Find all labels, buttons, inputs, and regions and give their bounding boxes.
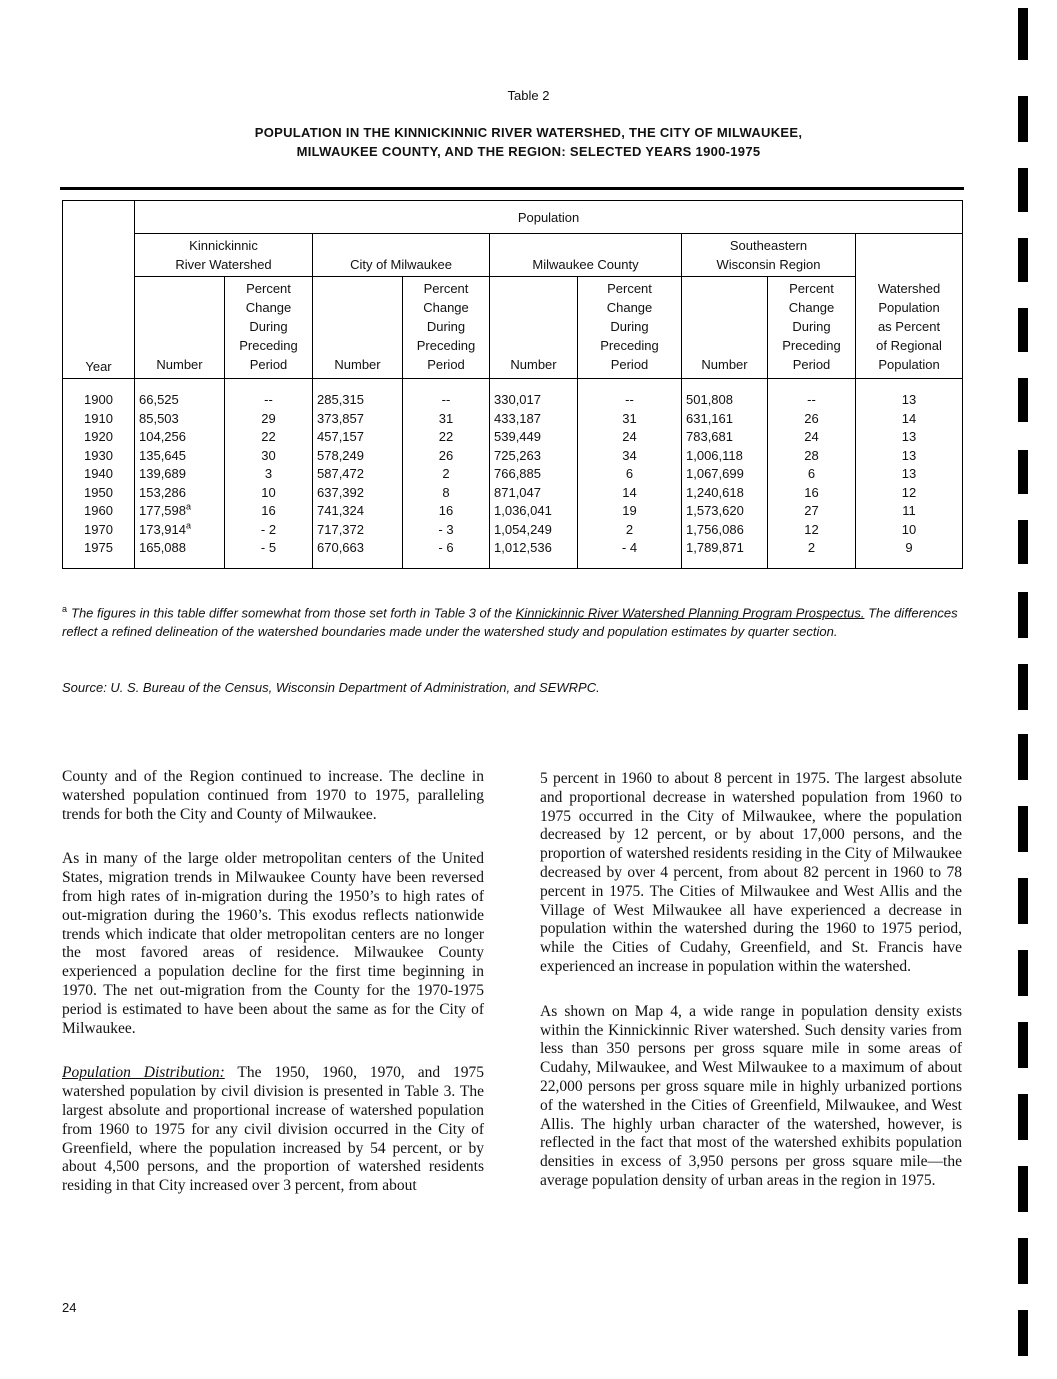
city-percent-change: 26: [403, 447, 490, 466]
group-line1: Southeastern: [729, 238, 808, 253]
header-line: Change: [788, 300, 835, 315]
region-percent-change: 2: [768, 539, 856, 568]
percent-change-header: [403, 277, 490, 379]
page-number: 24: [62, 1300, 77, 1315]
left-column: [62, 768, 484, 1222]
table-row: [63, 539, 963, 568]
table-row: [63, 521, 963, 540]
watershed-share: 13: [856, 428, 963, 447]
city-number: 578,249: [313, 447, 403, 466]
year-header: Year: [85, 359, 112, 374]
county-number: 871,047: [490, 484, 578, 503]
region-percent-change: 6: [768, 465, 856, 484]
region-number: 1,240,618: [682, 484, 768, 503]
city-number: 457,157: [313, 428, 403, 447]
header-line: Population: [878, 357, 940, 372]
header-line: Watershed: [877, 281, 941, 296]
region-number: 1,789,871: [682, 539, 768, 568]
county-number: 1,054,249: [490, 521, 578, 540]
header-line: Percent: [607, 281, 652, 296]
table-number: Table 2: [507, 88, 550, 103]
paragraph: As in many of the large older metropolitan centers of the United States, migration trends in Milwaukee County have been reversed from high rates of in-migration during the 1950’s to high rates of out-migration during the 1960’s. This exodus reflects nationwide trends which indicate that older metropolitan centers are no longer the most favored areas of residence. Milwaukee County experienced a population decline for the first time beginning in 1970. The net out-migration from the County for the 1970-1975 period is estimated to have been about the same as for the City of Milwaukee.: [62, 850, 484, 1037]
number-header: Number: [490, 277, 578, 379]
percent-change-header: [578, 277, 682, 379]
city-percent-change: 22: [403, 428, 490, 447]
watershed-percent-change: - 5: [225, 539, 313, 568]
row-year: 1970: [63, 521, 135, 540]
watershed-number: 165,088: [135, 539, 225, 568]
header-line: as Percent: [877, 319, 941, 334]
region-percent-change: 28: [768, 447, 856, 466]
county-percent-change: 24: [578, 428, 682, 447]
number-header: Number: [135, 277, 225, 379]
population-table: [62, 200, 963, 569]
county-number: 433,187: [490, 410, 578, 429]
city-number: 741,324: [313, 502, 403, 521]
row-year: 1920: [63, 428, 135, 447]
header-line: Percent: [246, 281, 291, 296]
table-row: [63, 428, 963, 447]
table-title-line1: POPULATION IN THE KINNICKINNIC RIVER WATERSHED, THE CITY OF MILWAUKEE,: [254, 125, 803, 140]
region-number: 1,067,699: [682, 465, 768, 484]
table-row: [63, 379, 963, 410]
watershed-percent-change: 3: [225, 465, 313, 484]
header-line: Percent: [789, 281, 834, 296]
population-header: Population: [135, 201, 963, 234]
region-percent-change: 26: [768, 410, 856, 429]
value: 177,598: [139, 503, 186, 518]
year-header-cell: [63, 201, 135, 379]
footnote-reference: Kinnickinnic River Watershed Planning Program Prospectus.: [515, 605, 865, 621]
region-percent-change: 24: [768, 428, 856, 447]
header-line: Period: [427, 357, 465, 372]
page-edge-marks: [1018, 0, 1030, 1379]
city-percent-change: --: [403, 379, 490, 410]
paragraph: 5 percent in 1960 to about 8 percent in 1975. The largest absolute and proportional decrease in watershed population from 1960 to 1975 occurred in the City of Milwaukee, where the population decreased by 12 percent, or by about 17,000 persons, and the proportion of watershed residents residing in the City of Milwaukee decreased by over 4 percent, from about 82 percent in 1960 to 78 percent in 1975. The Cities of Milwaukee and West Allis and the Village of West Milwaukee all have experienced a decrease in population within the watershed during the 1960 to 1975 period, while the Cities of Cudahy, Greenfield, and St. Francis have experienced an increase in population within the watershed.: [540, 770, 962, 975]
city-number: 285,315: [313, 379, 403, 410]
watershed-number: [135, 502, 225, 521]
group-header-city: [313, 234, 490, 277]
footnote-mark: a: [186, 520, 192, 531]
county-number: 1,036,041: [490, 502, 578, 521]
value: 173,914: [139, 521, 186, 537]
region-percent-change: 16: [768, 484, 856, 503]
table-row: [63, 465, 963, 484]
county-percent-change: 19: [578, 502, 682, 521]
region-percent-change: 27: [768, 502, 856, 521]
footnote-mark: a: [62, 604, 68, 614]
header-line: Change: [423, 300, 469, 315]
table-footnote: [62, 600, 960, 641]
percent-change-header: [225, 277, 313, 379]
region-number: 501,808: [682, 379, 768, 410]
table-body: [63, 379, 963, 569]
header-line: Period: [792, 357, 831, 372]
watershed-share: 14: [856, 410, 963, 429]
header-line: Period: [249, 357, 288, 372]
row-year: 1975: [63, 539, 135, 568]
paragraph: As shown on Map 4, a wide range in population density exists within the Kinnickinnic River watershed. Such density varies from less than 350 persons per gross square mile in some areas of Cudahy, Milwaukee, and West Milwaukee to a maximum of about 22,000 persons per gross square mile in highly urbanized portions of the watershed in the Cities of Greenfield, Milwaukee, and West Allis. The highly urban character of the watershed, however, is reflected in the fact that most of the watershed exhibits population densities in excess of 3,950 persons per gross square mile—the average population density of urban areas in the region in 1975.: [540, 1002, 962, 1189]
right-column: [540, 770, 962, 1217]
county-number: 539,449: [490, 428, 578, 447]
header-line: Change: [245, 300, 292, 315]
region-number: 1,756,086: [682, 521, 768, 540]
table-title-line2: MILWAUKEE COUNTY, AND THE REGION: SELECTED YEARS 1900-1975: [296, 144, 761, 159]
watershed-percent-change: --: [225, 379, 313, 410]
percent-change-header: [768, 277, 856, 379]
county-number: 766,885: [490, 465, 578, 484]
city-number: 670,663: [313, 539, 403, 568]
watershed-percent-change: 10: [225, 484, 313, 503]
title-rule: [60, 187, 964, 190]
row-year: 1900: [63, 379, 135, 410]
paragraph-text: The 1950, 1960, 1970, and 1975 watershed population by civil division is presented in Table 3. The largest absolute and proportional increase of watershed population from 1960 to 1975 for any civil division occurred in the City of Greenfield, where the population increased by 54 percent, or by about 4,500 persons, and the proportion of watershed residents residing in that City increased over 3 percent, from about: [62, 1064, 484, 1195]
watershed-share: 10: [856, 521, 963, 540]
header-line: During: [426, 319, 466, 334]
header-line: During: [792, 319, 831, 334]
city-percent-change: - 6: [403, 539, 490, 568]
watershed-number: 153,286: [135, 484, 225, 503]
header-line: of Regional: [876, 338, 942, 353]
group-line2: Milwaukee County: [532, 257, 639, 272]
county-number: 1,012,536: [490, 539, 578, 568]
header-line: Change: [606, 300, 653, 315]
region-number: 1,006,118: [682, 447, 768, 466]
header-line: Population: [878, 300, 940, 315]
group-header-watershed: [135, 234, 313, 277]
table-title: [0, 123, 1057, 161]
watershed-share: 13: [856, 379, 963, 410]
row-year: 1930: [63, 447, 135, 466]
watershed-share: 12: [856, 484, 963, 503]
row-year: 1910: [63, 410, 135, 429]
paragraph: [62, 1064, 484, 1196]
city-percent-change: 8: [403, 484, 490, 503]
header-line: Percent: [423, 281, 469, 296]
table-row: [63, 410, 963, 429]
city-percent-change: - 3: [403, 521, 490, 540]
region-number: 631,161: [682, 410, 768, 429]
group-line2: Wisconsin Region: [716, 257, 821, 272]
county-percent-change: 6: [578, 465, 682, 484]
county-percent-change: 2: [578, 521, 682, 540]
region-number: 783,681: [682, 428, 768, 447]
header-line: During: [249, 319, 288, 334]
footnote-mark: a: [186, 501, 192, 512]
watershed-number: 135,645: [135, 447, 225, 466]
table-row: [63, 447, 963, 466]
watershed-share: 13: [856, 447, 963, 466]
watershed-share: 13: [856, 465, 963, 484]
watershed-percent-change: 29: [225, 410, 313, 429]
county-percent-change: - 4: [578, 539, 682, 568]
watershed-number: 85,503: [135, 410, 225, 429]
group-line2: River Watershed: [175, 257, 272, 272]
watershed-number: [135, 521, 225, 540]
watershed-number: 104,256: [135, 428, 225, 447]
group-line2: City of Milwaukee: [350, 257, 452, 272]
region-percent-change: 12: [768, 521, 856, 540]
group-header-region: [682, 234, 856, 277]
county-percent-change: 34: [578, 447, 682, 466]
city-number: 587,472: [313, 465, 403, 484]
city-number: 717,372: [313, 521, 403, 540]
county-number: 725,263: [490, 447, 578, 466]
table-row: [63, 484, 963, 503]
watershed-number: 66,525: [135, 379, 225, 410]
paragraph: County and of the Region continued to increase. The decline in watershed population continued from 1970 to 1975, paralleling trends for both the City and County of Milwaukee.: [62, 768, 484, 823]
watershed-share-header: [856, 234, 963, 379]
county-percent-change: 14: [578, 484, 682, 503]
header-line: During: [610, 319, 649, 334]
county-percent-change: 31: [578, 410, 682, 429]
group-line1: Kinnickinnic: [189, 238, 258, 253]
number-header: Number: [313, 277, 403, 379]
watershed-share: 11: [856, 502, 963, 521]
header-line: Preceding: [416, 338, 476, 353]
source-note: Source: U. S. Bureau of the Census, Wisconsin Department of Administration, and SEWRPC.: [62, 680, 600, 695]
table-row: [63, 502, 963, 521]
region-percent-change: --: [768, 379, 856, 410]
number-header: Number: [682, 277, 768, 379]
city-number: 637,392: [313, 484, 403, 503]
footnote-text: The figures in this table differ somewhat from those set forth in Table 3 of the: [71, 605, 513, 621]
city-percent-change: 31: [403, 410, 490, 429]
header-line: Period: [610, 357, 649, 372]
watershed-percent-change: 30: [225, 447, 313, 466]
watershed-percent-change: - 2: [225, 521, 313, 540]
city-percent-change: 16: [403, 502, 490, 521]
watershed-number: 139,689: [135, 465, 225, 484]
header-line: Preceding: [239, 338, 298, 353]
header-line: Preceding: [600, 338, 659, 353]
row-year: 1960: [63, 502, 135, 521]
watershed-percent-change: 22: [225, 428, 313, 447]
watershed-percent-change: 16: [225, 502, 313, 521]
row-year: 1940: [63, 465, 135, 484]
region-number: 1,573,620: [682, 502, 768, 521]
county-number: 330,017: [490, 379, 578, 410]
run-in-heading: Population Distribution:: [62, 1064, 225, 1082]
city-percent-change: 2: [403, 465, 490, 484]
watershed-share: 9: [856, 539, 963, 568]
county-percent-change: --: [578, 379, 682, 410]
group-header-county: [490, 234, 682, 277]
header-line: Preceding: [782, 338, 841, 353]
row-year: 1950: [63, 484, 135, 503]
footnote-text-continued: The differences reflect a refined delineation of the watershed boundaries made under the watershed study and population estimates by quarter section.: [62, 605, 958, 640]
city-number: 373,857: [313, 410, 403, 429]
